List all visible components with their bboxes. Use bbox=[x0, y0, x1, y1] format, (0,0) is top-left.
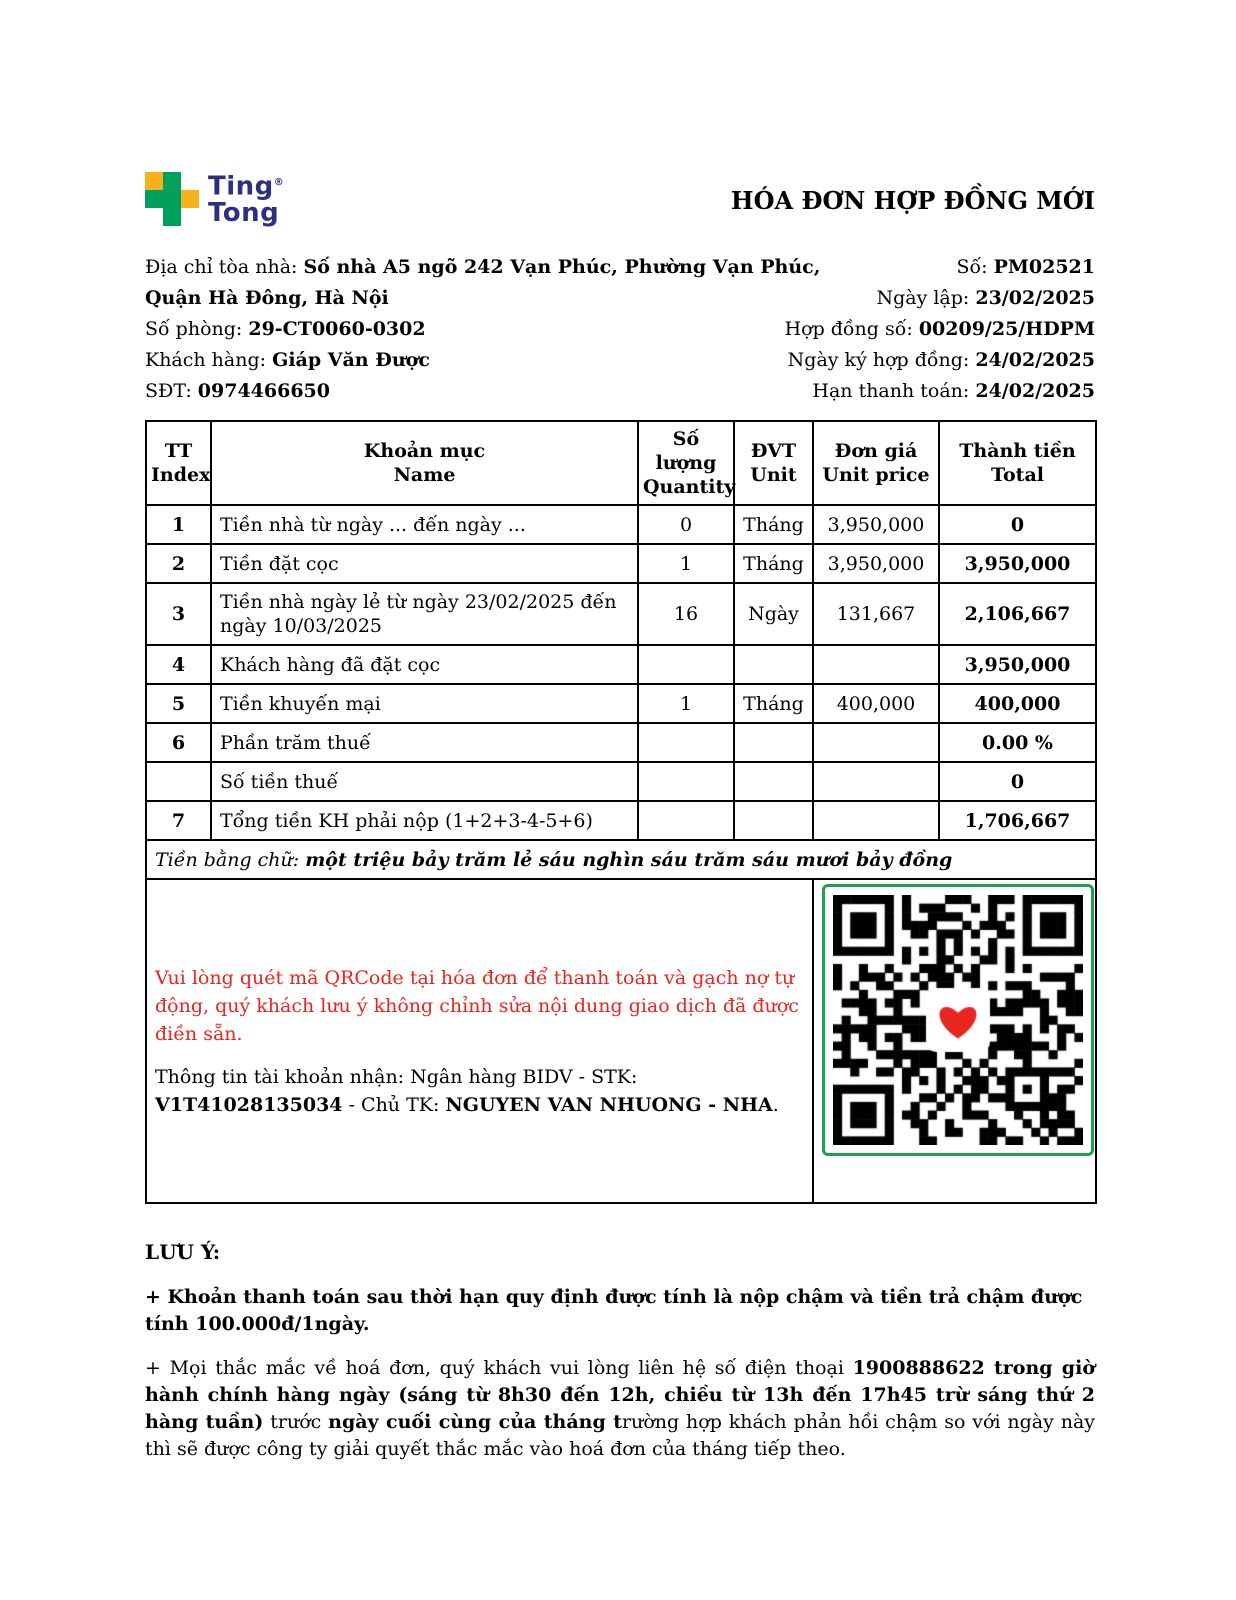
cell-total: 3,950,000 bbox=[939, 645, 1096, 684]
cell-unit: Tháng bbox=[734, 544, 813, 583]
cell-total: 1,706,667 bbox=[939, 801, 1096, 840]
cell-index: 6 bbox=[146, 723, 211, 762]
cell-total: 0 bbox=[939, 505, 1096, 544]
notes-section bbox=[145, 1240, 1095, 1463]
cell-unit-price: 131,667 bbox=[813, 583, 939, 645]
customer-phone-line: SĐT: 0974466650 bbox=[145, 380, 330, 402]
cell-name: Số tiền thuế bbox=[211, 762, 638, 801]
table-row bbox=[146, 583, 1096, 645]
col-header-unit-price: Đơn giá Unit price bbox=[813, 421, 939, 505]
room-number-line: Số phòng: 29-CT0060-0302 bbox=[145, 318, 426, 340]
cell-total: 0 bbox=[939, 762, 1096, 801]
table-row bbox=[146, 544, 1096, 583]
cell-index bbox=[146, 762, 211, 801]
cell-unit bbox=[734, 723, 813, 762]
cell-index: 1 bbox=[146, 505, 211, 544]
invoice-title: HÓA ĐƠN HỢP ĐỒNG MỚI bbox=[730, 186, 1095, 215]
account-holder: NGUYEN VAN NHUONG - NHA bbox=[445, 1093, 773, 1116]
table-row bbox=[146, 505, 1096, 544]
building-address-line2: Quận Hà Đông, Hà Nội bbox=[145, 287, 389, 309]
cell-total: 2,106,667 bbox=[939, 583, 1096, 645]
table-header-row bbox=[146, 421, 1096, 505]
cell-total: 400,000 bbox=[939, 684, 1096, 723]
cell-quantity bbox=[638, 723, 734, 762]
amount-in-words-value: một triệu bảy trăm lẻ sáu nghìn sáu trăm sáu mươi bảy đồng bbox=[305, 848, 953, 871]
customer-name-line: Khách hàng: Giáp Văn Được bbox=[145, 349, 430, 371]
cell-unit bbox=[734, 645, 813, 684]
tingtong-logo-text bbox=[208, 170, 284, 226]
cell-unit-price bbox=[813, 645, 939, 684]
cell-quantity: 1 bbox=[638, 684, 734, 723]
cell-quantity bbox=[638, 762, 734, 801]
qr-instruction-text: Vui lòng quét mã QRCode tại hóa đơn để thanh toán và gạch nợ tự động, quý khách lưu ý không chỉnh sửa nội dung giao dịch đã được điền sẵn. bbox=[155, 966, 799, 1045]
account-info-text: Thông tin tài khoản nhận: Ngân hàng BIDV - STK: V1T41028135034 - Chủ TK: NGUYEN VAN NHUONG - NHA. bbox=[155, 1065, 779, 1116]
cell-index: 3 bbox=[146, 583, 211, 645]
account-number: V1T41028135034 bbox=[155, 1093, 343, 1116]
cell-quantity bbox=[638, 645, 734, 684]
building-address-line1: Địa chỉ tòa nhà: Số nhà A5 ngõ 242 Vạn Phúc, Phường Vạn Phúc, bbox=[145, 256, 821, 278]
invoice-table-body bbox=[146, 505, 1096, 1203]
cell-unit bbox=[734, 801, 813, 840]
hotline-number: 1900888622 trong giờ hành chính hàng ngày (sáng từ 8h30 đến 12h, chiều từ 13h đến 17h45 trừ sáng thứ 2 hàng tuần) bbox=[145, 1357, 1095, 1433]
invoice-header bbox=[145, 0, 1095, 226]
late-payment-note: + Khoản thanh toán sau thời hạn quy định được tính là nộp chậm và tiền trả chậm được tính 100.000đ/1ngày. bbox=[145, 1286, 1083, 1335]
cell-total: 3,950,000 bbox=[939, 544, 1096, 583]
cell-name: Tiền nhà ngày lẻ từ ngày 23/02/2025 đến ngày 10/03/2025 bbox=[211, 583, 638, 645]
table-row bbox=[146, 801, 1096, 840]
payment-row bbox=[146, 879, 1096, 1203]
registered-mark-icon: ® bbox=[273, 177, 285, 188]
invoice-meta bbox=[785, 252, 1095, 407]
col-header-unit: ĐVT Unit bbox=[734, 421, 813, 505]
table-row bbox=[146, 762, 1096, 801]
cell-unit bbox=[734, 762, 813, 801]
issue-date-line: Ngày lập: 23/02/2025 bbox=[876, 287, 1095, 309]
invoice-table bbox=[145, 420, 1097, 1204]
cell-unit-price: 3,950,000 bbox=[813, 505, 939, 544]
payment-qr-code bbox=[822, 884, 1094, 1156]
tingtong-logo-icon bbox=[145, 172, 199, 226]
cell-index: 4 bbox=[146, 645, 211, 684]
amount-in-words-label: Tiền bằng chữ: bbox=[155, 848, 306, 871]
cell-name: Phần trăm thuế bbox=[211, 723, 638, 762]
payment-due-line: Hạn thanh toán: 24/02/2025 bbox=[812, 380, 1095, 402]
payment-instructions bbox=[146, 879, 813, 1203]
cell-name: Tiền nhà từ ngày ... đến ngày ... bbox=[211, 505, 638, 544]
customer-info bbox=[145, 252, 821, 407]
col-header-index: TT Index bbox=[146, 421, 211, 505]
cell-unit: Ngày bbox=[734, 583, 813, 645]
logo-word-tong: Tong bbox=[208, 197, 280, 228]
cell-unit-price: 3,950,000 bbox=[813, 544, 939, 583]
cell-unit-price bbox=[813, 801, 939, 840]
cell-unit-price bbox=[813, 723, 939, 762]
tingtong-logo bbox=[145, 170, 284, 226]
cell-unit: Tháng bbox=[734, 684, 813, 723]
cell-index: 5 bbox=[146, 684, 211, 723]
table-row bbox=[146, 684, 1096, 723]
col-header-quantity: Số lượng Quantity bbox=[638, 421, 734, 505]
table-row bbox=[146, 723, 1096, 762]
cell-index: 7 bbox=[146, 801, 211, 840]
cell-quantity: 0 bbox=[638, 505, 734, 544]
cell-quantity: 1 bbox=[638, 544, 734, 583]
cell-name: Khách hàng đã đặt cọc bbox=[211, 645, 638, 684]
cell-index: 2 bbox=[146, 544, 211, 583]
table-row bbox=[146, 645, 1096, 684]
cell-name: Tổng tiền KH phải nộp (1+2+3-4-5+6) bbox=[211, 801, 638, 840]
cell-name: Tiền khuyến mại bbox=[211, 684, 638, 723]
cell-name: Tiền đặt cọc bbox=[211, 544, 638, 583]
contact-note: + Mọi thắc mắc về hoá đơn, quý khách vui lòng liên hệ số điện thoại 1900888622 trong giờ hành chính hàng ngày (sáng từ 8h30 đến 12h, chiều từ 13h đến 17h45 trừ sáng thứ 2 hàng tuần) trước ngày cuối cùng của tháng trường hợp khách phản hồi chậm so với ngày này thì sẽ được công ty giải quyết thắc mắc vào hoá đơn của tháng tiếp theo. bbox=[145, 1357, 1096, 1460]
col-header-name: Khoản mục Name bbox=[211, 421, 638, 505]
cell-quantity: 16 bbox=[638, 583, 734, 645]
invoice-info bbox=[145, 252, 1095, 407]
notes-title: LƯU Ý: bbox=[145, 1240, 221, 1264]
logo-word-ting: Ting bbox=[208, 171, 274, 202]
cell-unit-price: 400,000 bbox=[813, 684, 939, 723]
cell-unit-price bbox=[813, 762, 939, 801]
cell-quantity bbox=[638, 801, 734, 840]
cell-unit: Tháng bbox=[734, 505, 813, 544]
contract-number-line: Hợp đồng số: 00209/25/HDPM bbox=[784, 318, 1095, 340]
payment-qr-canvas bbox=[833, 895, 1083, 1145]
contract-sign-date-line: Ngày ký hợp đồng: 24/02/2025 bbox=[787, 349, 1095, 371]
amount-in-words-row bbox=[146, 840, 1096, 879]
invoice-number-line: Số: PM02521 bbox=[956, 256, 1095, 278]
cell-total: 0.00 % bbox=[939, 723, 1096, 762]
col-header-total: Thành tiền Total bbox=[939, 421, 1096, 505]
